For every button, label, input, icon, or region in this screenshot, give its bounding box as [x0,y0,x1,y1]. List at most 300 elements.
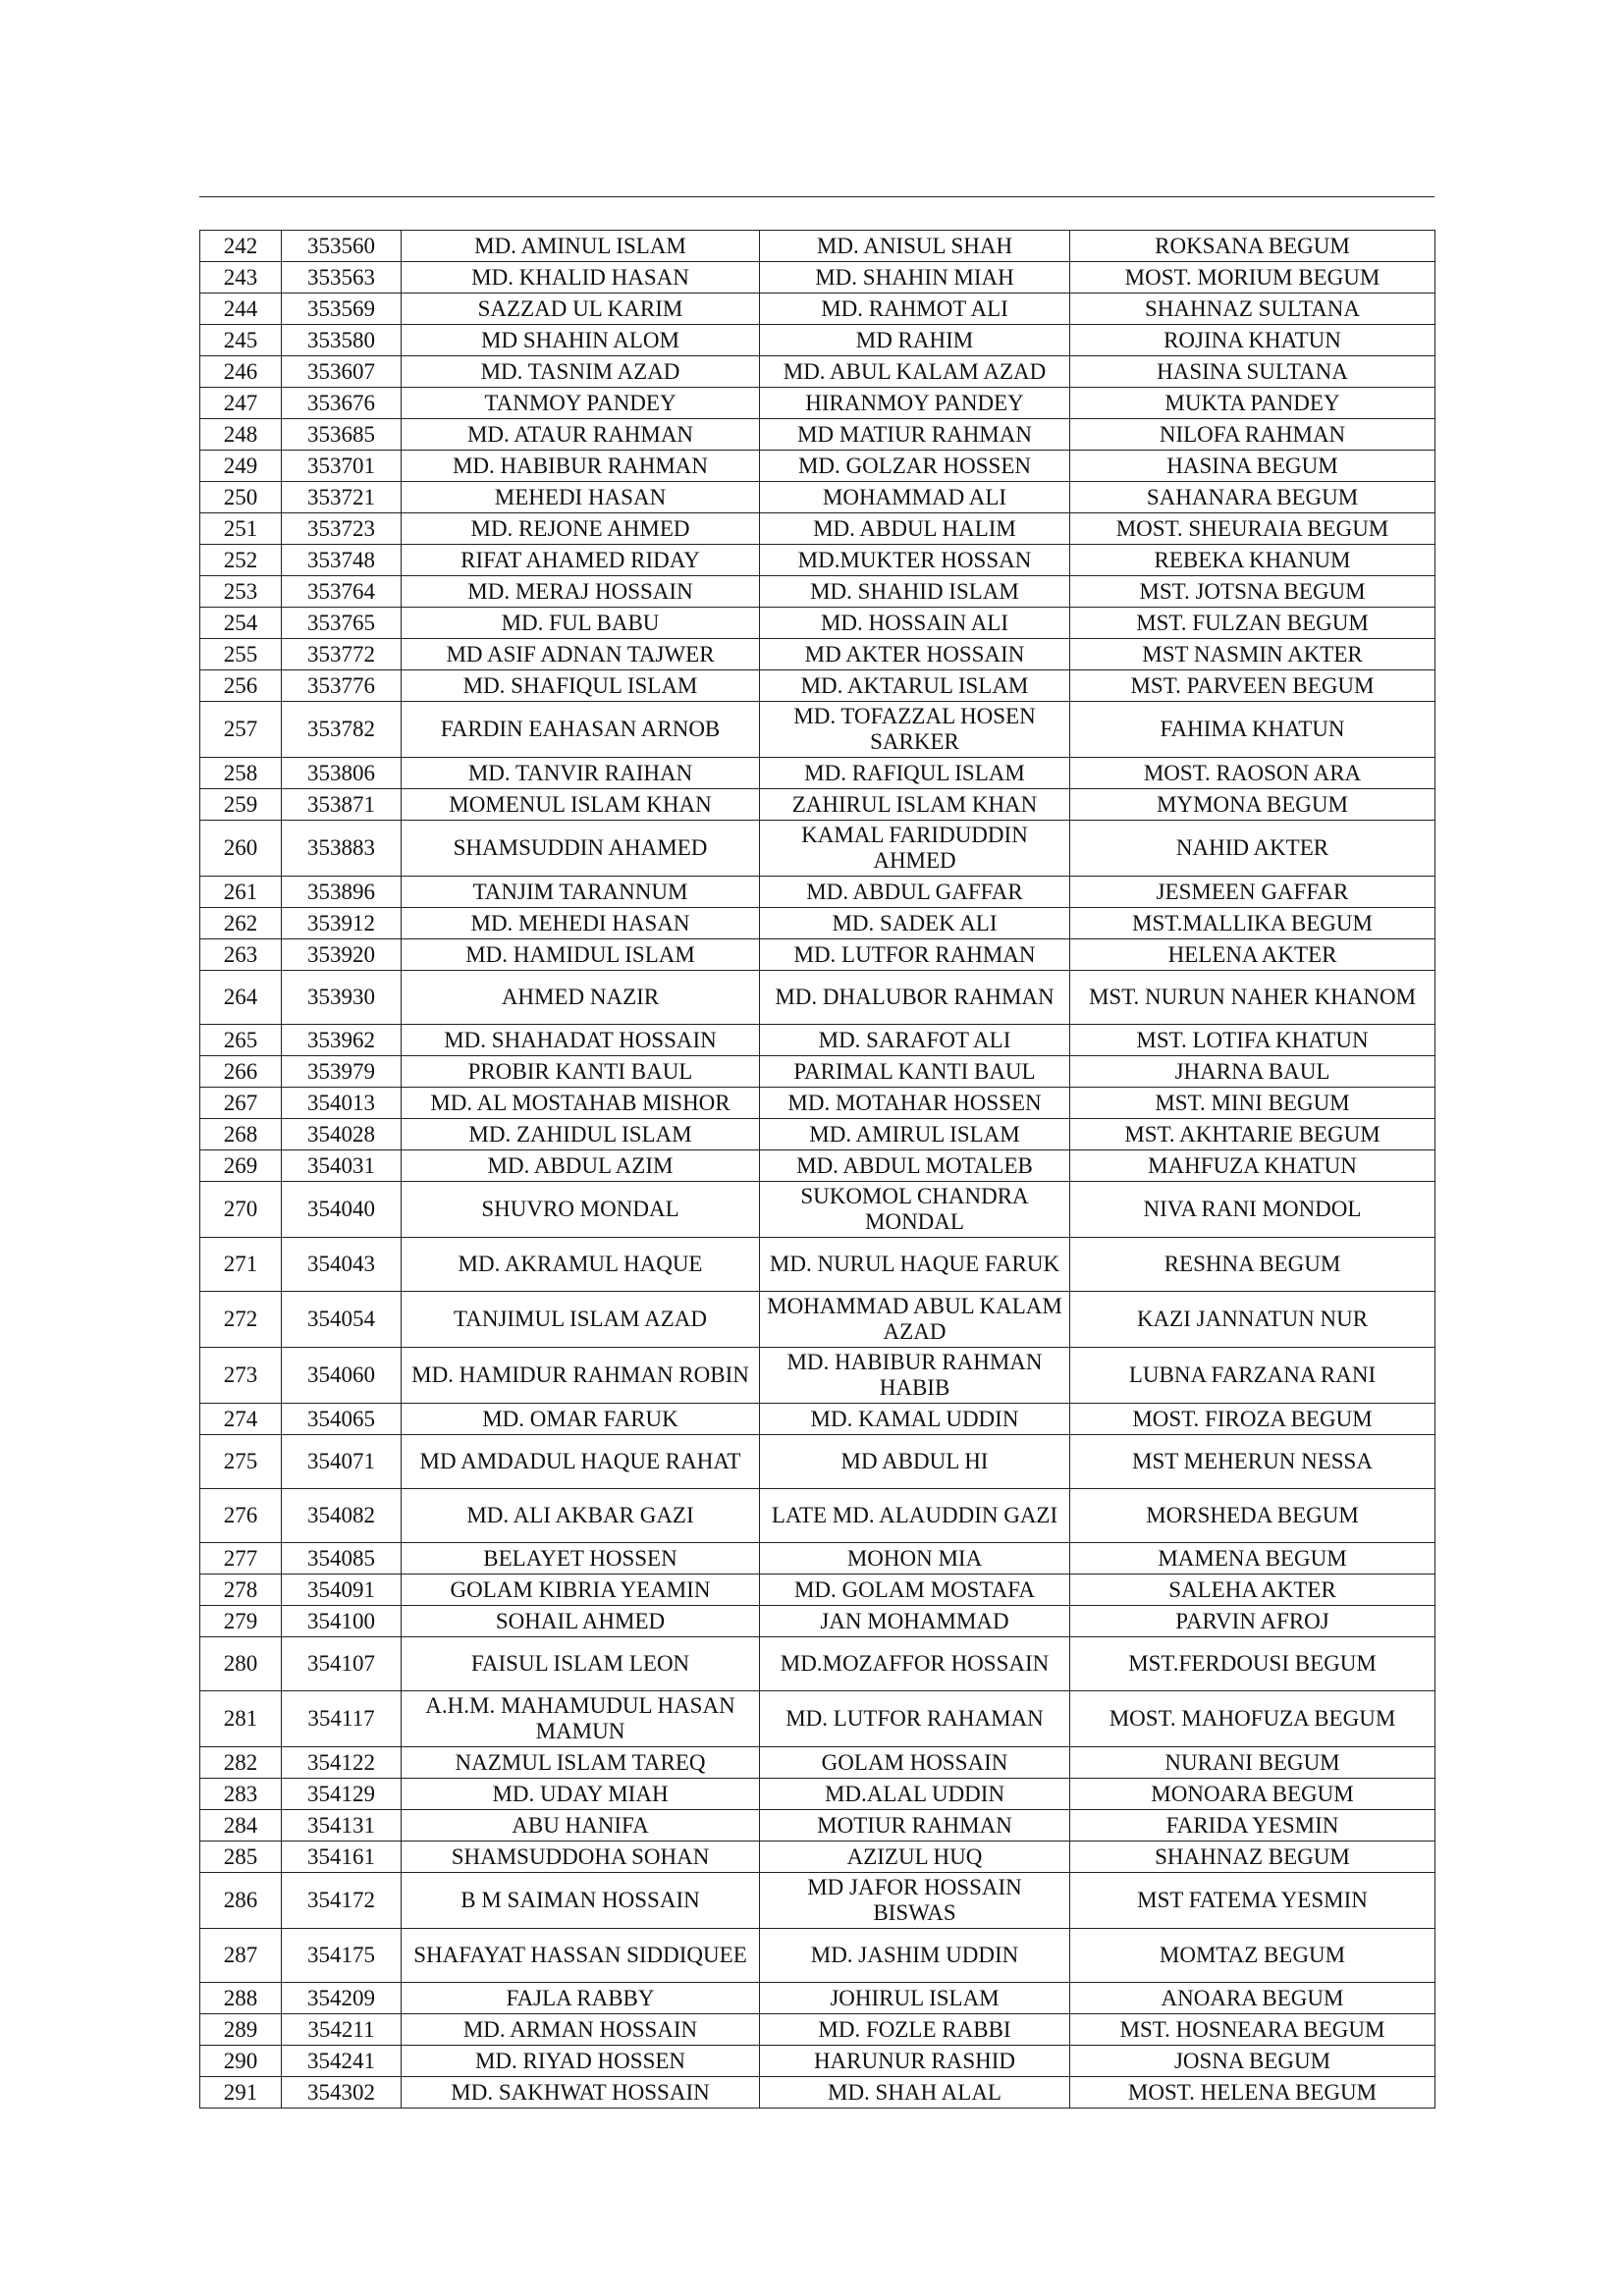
roll-cell: 354129 [282,1779,402,1810]
father-name-cell: MD. GOLZAR HOSSEN [760,451,1070,482]
roll-cell: 353607 [282,356,402,388]
roll-cell: 354175 [282,1929,402,1983]
table-row [200,939,1435,971]
father-name-cell: MD. ABDUL MOTALEB [760,1150,1070,1182]
candidate-name-cell: A.H.M. MAHAMUDUL HASAN MAMUN [402,1691,760,1747]
candidate-name-cell: SHAMSUDDOHA SOHAN [402,1842,760,1873]
mother-name-cell: REBEKA KHANUM [1070,545,1435,576]
roll-cell: 353896 [282,877,402,908]
father-name-cell: MD RAHIM [760,325,1070,356]
father-name-cell: MD. ABDUL GAFFAR [760,877,1070,908]
candidate-name-cell: MD SHAHIN ALOM [402,325,760,356]
roll-cell: 353560 [282,231,402,262]
roll-cell: 354013 [282,1088,402,1119]
table-row [200,1983,1435,2014]
candidate-name-cell: MD. KHALID HASAN [402,262,760,294]
mother-name-cell: PARVIN AFROJ [1070,1606,1435,1637]
candidate-name-cell: MD. MEHEDI HASAN [402,908,760,939]
candidate-name-cell: MD. TASNIM AZAD [402,356,760,388]
table-row [200,1691,1435,1747]
roll-cell: 353871 [282,789,402,821]
table-row [200,1348,1435,1404]
father-name-cell: MD. TOFAZZAL HOSEN SARKER [760,702,1070,758]
roll-cell: 354031 [282,1150,402,1182]
father-name-cell: MD. JASHIM UDDIN [760,1929,1070,1983]
candidate-name-cell: FARDIN EAHASAN ARNOB [402,702,760,758]
mother-name-cell: FARIDA YESMIN [1070,1810,1435,1842]
table-row [200,1238,1435,1292]
roll-cell: 353563 [282,262,402,294]
table-row [200,451,1435,482]
mother-name-cell: MST. JOTSNA BEGUM [1070,576,1435,608]
mother-name-cell: MST. HOSNEARA BEGUM [1070,2014,1435,2046]
father-name-cell: MD. SADEK ALI [760,908,1070,939]
serial-cell: 243 [200,262,282,294]
candidate-name-cell: MD AMDADUL HAQUE RAHAT [402,1435,760,1489]
candidate-name-cell: RIFAT AHAMED RIDAY [402,545,760,576]
roll-cell: 354085 [282,1543,402,1575]
serial-cell: 246 [200,356,282,388]
serial-cell: 277 [200,1543,282,1575]
mother-name-cell: KAZI JANNATUN NUR [1070,1292,1435,1348]
candidate-name-cell: MD. TANVIR RAIHAN [402,758,760,789]
mother-name-cell: HASINA SULTANA [1070,356,1435,388]
mother-name-cell: MOST. SHEURAIA BEGUM [1070,513,1435,545]
father-name-cell: MD. SARAFOT ALI [760,1025,1070,1056]
table-row [200,1056,1435,1088]
table-row [200,294,1435,325]
mother-name-cell: NIVA RANI MONDOL [1070,1182,1435,1238]
father-name-cell: SUKOMOL CHANDRA MONDAL [760,1182,1070,1238]
candidate-name-cell: MD. MERAJ HOSSAIN [402,576,760,608]
roll-cell: 353962 [282,1025,402,1056]
roll-cell: 353764 [282,576,402,608]
table-row [200,1637,1435,1691]
serial-cell: 282 [200,1747,282,1779]
candidate-name-cell: MD. HAMIDUL ISLAM [402,939,760,971]
table-row [200,1842,1435,1873]
mother-name-cell: SAHANARA BEGUM [1070,482,1435,513]
serial-cell: 259 [200,789,282,821]
mother-name-cell: MUKTA PANDEY [1070,388,1435,419]
serial-cell: 288 [200,1983,282,2014]
mother-name-cell: SHAHNAZ SULTANA [1070,294,1435,325]
mother-name-cell: MAHFUZA KHATUN [1070,1150,1435,1182]
serial-cell: 290 [200,2046,282,2077]
serial-cell: 251 [200,513,282,545]
table-row [200,789,1435,821]
father-name-cell: MD. AKTARUL ISLAM [760,670,1070,702]
roll-cell: 353765 [282,608,402,639]
mother-name-cell: SALEHA AKTER [1070,1575,1435,1606]
serial-cell: 247 [200,388,282,419]
serial-cell: 269 [200,1150,282,1182]
father-name-cell: GOLAM HOSSAIN [760,1747,1070,1779]
roll-cell: 353912 [282,908,402,939]
candidate-name-cell: GOLAM KIBRIA YEAMIN [402,1575,760,1606]
candidate-name-cell: PROBIR KANTI BAUL [402,1056,760,1088]
table-row [200,639,1435,670]
roll-cell: 354054 [282,1292,402,1348]
candidate-name-cell: NAZMUL ISLAM TAREQ [402,1747,760,1779]
father-name-cell: MD.MOZAFFOR HOSSAIN [760,1637,1070,1691]
serial-cell: 267 [200,1088,282,1119]
serial-cell: 278 [200,1575,282,1606]
mother-name-cell: MST. PARVEEN BEGUM [1070,670,1435,702]
table-row [200,1119,1435,1150]
serial-cell: 289 [200,2014,282,2046]
candidate-name-cell: MD. HABIBUR RAHMAN [402,451,760,482]
roll-cell: 353580 [282,325,402,356]
roll-cell: 354172 [282,1873,402,1929]
roll-cell: 354117 [282,1691,402,1747]
mother-name-cell: MOST. HELENA BEGUM [1070,2077,1435,2109]
table-row [200,482,1435,513]
mother-name-cell: ANOARA BEGUM [1070,1983,1435,2014]
candidate-name-cell: MD. REJONE AHMED [402,513,760,545]
father-name-cell: MD MATIUR RAHMAN [760,419,1070,451]
candidate-name-cell: MD. UDAY MIAH [402,1779,760,1810]
roll-cell: 354100 [282,1606,402,1637]
candidate-name-cell: MD. SAKHWAT HOSSAIN [402,2077,760,2109]
serial-cell: 252 [200,545,282,576]
table-row [200,1747,1435,1779]
roll-cell: 354302 [282,2077,402,2109]
father-name-cell: MD. SHAHIN MIAH [760,262,1070,294]
table-row [200,971,1435,1025]
serial-cell: 258 [200,758,282,789]
table-row [200,1025,1435,1056]
table-row [200,1929,1435,1983]
table-row [200,702,1435,758]
mother-name-cell: MST. NURUN NAHER KHANOM [1070,971,1435,1025]
candidate-name-cell: MD ASIF ADNAN TAJWER [402,639,760,670]
roll-cell: 353930 [282,971,402,1025]
serial-cell: 256 [200,670,282,702]
serial-cell: 253 [200,576,282,608]
table-row [200,419,1435,451]
roll-cell: 354211 [282,2014,402,2046]
father-name-cell: ZAHIRUL ISLAM KHAN [760,789,1070,821]
table-row [200,576,1435,608]
roll-cell: 353676 [282,388,402,419]
mother-name-cell: MST MEHERUN NESSA [1070,1435,1435,1489]
father-name-cell: JAN MOHAMMAD [760,1606,1070,1637]
father-name-cell: MOHAMMAD ALI [760,482,1070,513]
mother-name-cell: MONOARA BEGUM [1070,1779,1435,1810]
candidate-name-cell: MD. AKRAMUL HAQUE [402,1238,760,1292]
father-name-cell: MD. HABIBUR RAHMAN HABIB [760,1348,1070,1404]
father-name-cell: PARIMAL KANTI BAUL [760,1056,1070,1088]
serial-cell: 242 [200,231,282,262]
mother-name-cell: MORSHEDA BEGUM [1070,1489,1435,1543]
roll-cell: 354043 [282,1238,402,1292]
father-name-cell: MD. LUTFOR RAHAMAN [760,1691,1070,1747]
candidate-name-cell: MD. SHAHADAT HOSSAIN [402,1025,760,1056]
mother-name-cell: MST NASMIN AKTER [1070,639,1435,670]
table-row [200,325,1435,356]
table-row [200,821,1435,877]
table-row [200,1292,1435,1348]
mother-name-cell: LUBNA FARZANA RANI [1070,1348,1435,1404]
table-row [200,670,1435,702]
mother-name-cell: ROJINA KHATUN [1070,325,1435,356]
serial-cell: 272 [200,1292,282,1348]
candidate-name-cell: SHAFAYAT HASSAN SIDDIQUEE [402,1929,760,1983]
table-row [200,908,1435,939]
mother-name-cell: MST. MINI BEGUM [1070,1088,1435,1119]
candidate-name-cell: TANJIM TARANNUM [402,877,760,908]
serial-cell: 266 [200,1056,282,1088]
table-row [200,388,1435,419]
candidate-name-cell: MD. ATAUR RAHMAN [402,419,760,451]
serial-cell: 284 [200,1810,282,1842]
father-name-cell: MOHON MIA [760,1543,1070,1575]
serial-cell: 248 [200,419,282,451]
father-name-cell: MD ABDUL HI [760,1435,1070,1489]
serial-cell: 260 [200,821,282,877]
mother-name-cell: RESHNA BEGUM [1070,1238,1435,1292]
father-name-cell: KAMAL FARIDUDDIN AHMED [760,821,1070,877]
father-name-cell: AZIZUL HUQ [760,1842,1070,1873]
candidate-name-cell: MOMENUL ISLAM KHAN [402,789,760,821]
table-row [200,1543,1435,1575]
mother-name-cell: MOMTAZ BEGUM [1070,1929,1435,1983]
roll-cell: 353748 [282,545,402,576]
candidate-name-cell: SAZZAD UL KARIM [402,294,760,325]
serial-cell: 261 [200,877,282,908]
father-name-cell: MD.MUKTER HOSSAN [760,545,1070,576]
father-name-cell: MD. ABUL KALAM AZAD [760,356,1070,388]
mother-name-cell: MST. FULZAN BEGUM [1070,608,1435,639]
table-row [200,1489,1435,1543]
father-name-cell: MD. SHAHID ISLAM [760,576,1070,608]
header-rule [199,196,1434,197]
roll-cell: 354040 [282,1182,402,1238]
table-row [200,1779,1435,1810]
father-name-cell: MD. LUTFOR RAHMAN [760,939,1070,971]
father-name-cell: MD.ALAL UDDIN [760,1779,1070,1810]
roll-cell: 353979 [282,1056,402,1088]
candidate-name-cell: MD. ABDUL AZIM [402,1150,760,1182]
mother-name-cell: MAMENA BEGUM [1070,1543,1435,1575]
father-name-cell: MD. RAHMOT ALI [760,294,1070,325]
serial-cell: 244 [200,294,282,325]
roll-cell: 354028 [282,1119,402,1150]
table-row [200,1435,1435,1489]
table-row [200,1873,1435,1929]
candidate-name-cell: B M SAIMAN HOSSAIN [402,1873,760,1929]
candidate-name-cell: MD. AMINUL ISLAM [402,231,760,262]
father-name-cell: MD. GOLAM MOSTAFA [760,1575,1070,1606]
mother-name-cell: HASINA BEGUM [1070,451,1435,482]
father-name-cell: HARUNUR RASHID [760,2046,1070,2077]
results-table [199,230,1435,2109]
father-name-cell: HIRANMOY PANDEY [760,388,1070,419]
father-name-cell: MD JAFOR HOSSAIN BISWAS [760,1873,1070,1929]
mother-name-cell: MOST. RAOSON ARA [1070,758,1435,789]
roll-cell: 354065 [282,1404,402,1435]
candidate-name-cell: MD. ZAHIDUL ISLAM [402,1119,760,1150]
table-row [200,1150,1435,1182]
mother-name-cell: MST FATEMA YESMIN [1070,1873,1435,1929]
roll-cell: 354060 [282,1348,402,1404]
roll-cell: 353920 [282,939,402,971]
father-name-cell: MD. HOSSAIN ALI [760,608,1070,639]
serial-cell: 287 [200,1929,282,1983]
candidate-name-cell: MD. AL MOSTAHAB MISHOR [402,1088,760,1119]
mother-name-cell: ROKSANA BEGUM [1070,231,1435,262]
candidate-name-cell: MD. ARMAN HOSSAIN [402,2014,760,2046]
candidate-name-cell: SHUVRO MONDAL [402,1182,760,1238]
roll-cell: 353806 [282,758,402,789]
results-table-body [200,231,1435,2109]
table-row [200,2077,1435,2109]
roll-cell: 353776 [282,670,402,702]
serial-cell: 270 [200,1182,282,1238]
candidate-name-cell: FAJLA RABBY [402,1983,760,2014]
serial-cell: 263 [200,939,282,971]
father-name-cell: MD AKTER HOSSAIN [760,639,1070,670]
roll-cell: 353569 [282,294,402,325]
table-row [200,608,1435,639]
table-row [200,1182,1435,1238]
serial-cell: 273 [200,1348,282,1404]
roll-cell: 353701 [282,451,402,482]
serial-cell: 255 [200,639,282,670]
candidate-name-cell: FAISUL ISLAM LEON [402,1637,760,1691]
candidate-name-cell: MD. SHAFIQUL ISLAM [402,670,760,702]
table-row [200,262,1435,294]
table-row [200,356,1435,388]
serial-cell: 274 [200,1404,282,1435]
table-row [200,545,1435,576]
table-row [200,513,1435,545]
roll-cell: 353721 [282,482,402,513]
roll-cell: 353782 [282,702,402,758]
roll-cell: 354131 [282,1810,402,1842]
candidate-name-cell: SHAMSUDDIN AHAMED [402,821,760,877]
mother-name-cell: JESMEEN GAFFAR [1070,877,1435,908]
table-row [200,1606,1435,1637]
serial-cell: 264 [200,971,282,1025]
mother-name-cell: MST. LOTIFA KHATUN [1070,1025,1435,1056]
mother-name-cell: NURANI BEGUM [1070,1747,1435,1779]
table-row [200,877,1435,908]
mother-name-cell: NAHID AKTER [1070,821,1435,877]
roll-cell: 354161 [282,1842,402,1873]
candidate-name-cell: MD. FUL BABU [402,608,760,639]
table-row [200,1088,1435,1119]
table-row [200,2046,1435,2077]
serial-cell: 285 [200,1842,282,1873]
mother-name-cell: MST. AKHTARIE BEGUM [1070,1119,1435,1150]
mother-name-cell: HELENA AKTER [1070,939,1435,971]
father-name-cell: MD. NURUL HAQUE FARUK [760,1238,1070,1292]
serial-cell: 271 [200,1238,282,1292]
mother-name-cell: FAHIMA KHATUN [1070,702,1435,758]
roll-cell: 353723 [282,513,402,545]
father-name-cell: MOHAMMAD ABUL KALAM AZAD [760,1292,1070,1348]
table-row [200,758,1435,789]
mother-name-cell: JHARNA BAUL [1070,1056,1435,1088]
serial-cell: 268 [200,1119,282,1150]
serial-cell: 257 [200,702,282,758]
roll-cell: 354241 [282,2046,402,2077]
roll-cell: 354209 [282,1983,402,2014]
table-row [200,1575,1435,1606]
mother-name-cell: SHAHNAZ BEGUM [1070,1842,1435,1873]
father-name-cell: MD. FOZLE RABBI [760,2014,1070,2046]
serial-cell: 279 [200,1606,282,1637]
serial-cell: 281 [200,1691,282,1747]
table-row [200,231,1435,262]
roll-cell: 354082 [282,1489,402,1543]
serial-cell: 262 [200,908,282,939]
serial-cell: 254 [200,608,282,639]
table-row [200,1810,1435,1842]
mother-name-cell: NILOFA RAHMAN [1070,419,1435,451]
father-name-cell: MD. SHAH ALAL [760,2077,1070,2109]
father-name-cell: MD. MOTAHAR HOSSEN [760,1088,1070,1119]
candidate-name-cell: MD. HAMIDUR RAHMAN ROBIN [402,1348,760,1404]
serial-cell: 276 [200,1489,282,1543]
roll-cell: 353772 [282,639,402,670]
serial-cell: 250 [200,482,282,513]
candidate-name-cell: ABU HANIFA [402,1810,760,1842]
candidate-name-cell: MEHEDI HASAN [402,482,760,513]
father-name-cell: MD. RAFIQUL ISLAM [760,758,1070,789]
father-name-cell: MD. DHALUBOR RAHMAN [760,971,1070,1025]
mother-name-cell: MST.MALLIKA BEGUM [1070,908,1435,939]
father-name-cell: MD. ANISUL SHAH [760,231,1070,262]
serial-cell: 249 [200,451,282,482]
candidate-name-cell: TANMOY PANDEY [402,388,760,419]
candidate-name-cell: AHMED NAZIR [402,971,760,1025]
roll-cell: 354122 [282,1747,402,1779]
candidate-name-cell: TANJIMUL ISLAM AZAD [402,1292,760,1348]
mother-name-cell: JOSNA BEGUM [1070,2046,1435,2077]
father-name-cell: JOHIRUL ISLAM [760,1983,1070,2014]
mother-name-cell: MOST. FIROZA BEGUM [1070,1404,1435,1435]
serial-cell: 286 [200,1873,282,1929]
serial-cell: 283 [200,1779,282,1810]
roll-cell: 354071 [282,1435,402,1489]
serial-cell: 291 [200,2077,282,2109]
candidate-name-cell: MD. OMAR FARUK [402,1404,760,1435]
mother-name-cell: MOST. MORIUM BEGUM [1070,262,1435,294]
mother-name-cell: MYMONA BEGUM [1070,789,1435,821]
table-row [200,2014,1435,2046]
candidate-name-cell: BELAYET HOSSEN [402,1543,760,1575]
roll-cell: 353685 [282,419,402,451]
father-name-cell: MD. AMIRUL ISLAM [760,1119,1070,1150]
table-row [200,1404,1435,1435]
father-name-cell: LATE MD. ALAUDDIN GAZI [760,1489,1070,1543]
serial-cell: 265 [200,1025,282,1056]
mother-name-cell: MOST. MAHOFUZA BEGUM [1070,1691,1435,1747]
roll-cell: 354107 [282,1637,402,1691]
serial-cell: 275 [200,1435,282,1489]
serial-cell: 245 [200,325,282,356]
roll-cell: 354091 [282,1575,402,1606]
mother-name-cell: MST.FERDOUSI BEGUM [1070,1637,1435,1691]
candidate-name-cell: MD. ALI AKBAR GAZI [402,1489,760,1543]
father-name-cell: MD. ABDUL HALIM [760,513,1070,545]
roll-cell: 353883 [282,821,402,877]
serial-cell: 280 [200,1637,282,1691]
candidate-name-cell: SOHAIL AHMED [402,1606,760,1637]
